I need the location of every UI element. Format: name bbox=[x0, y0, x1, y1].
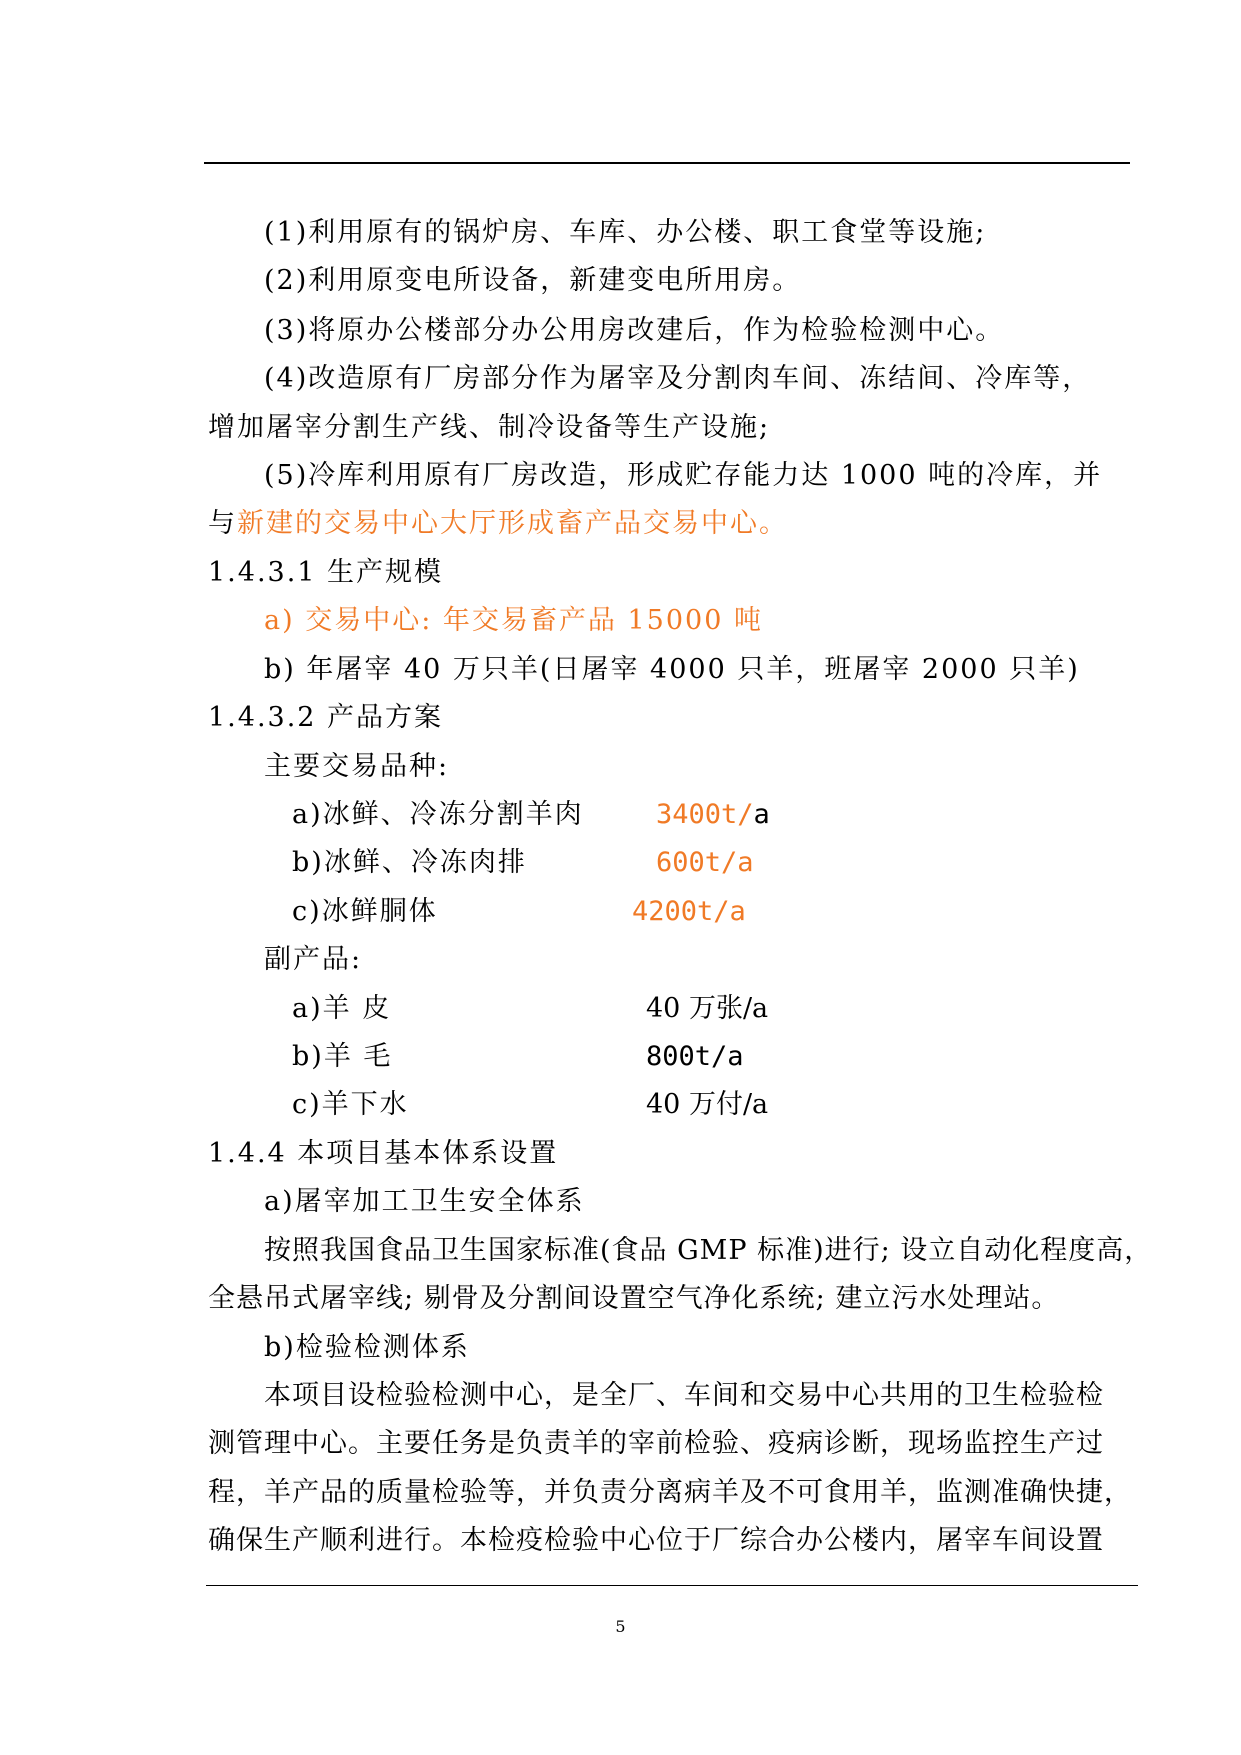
main-product-name: a)冰鲜、冷冻分割羊肉 bbox=[292, 799, 584, 830]
main-product-name: c)冰鲜胴体 bbox=[292, 896, 438, 927]
main-product-amount: 600t/a bbox=[656, 847, 754, 878]
by-product-name: b)羊 毛 bbox=[292, 1041, 393, 1072]
paragraph-1: (1)利用原有的锅炉房、车库、办公楼、职工食堂等设施; bbox=[264, 217, 987, 248]
system-a-title: a)屠宰加工卫生安全体系 bbox=[264, 1186, 585, 1217]
paragraph-5-line-2 bbox=[208, 507, 788, 541]
header-rule bbox=[204, 162, 1130, 164]
main-products-label: 主要交易品种: bbox=[264, 751, 450, 782]
by-product-amount: 800t/a bbox=[646, 1041, 744, 1072]
amount-unit: a bbox=[753, 799, 770, 830]
system-b-text-line-2: 测管理中心。主要任务是负责羊的宰前检验、疫病诊断，现场监控生产过 bbox=[208, 1428, 1104, 1459]
system-b-text-line-1: 本项目设检验检测中心，是全厂、车间和交易中心共用的卫生检验检 bbox=[264, 1380, 1104, 1411]
by-product-amount: 40 万张/a bbox=[646, 993, 769, 1024]
paragraph-4-line-2: 增加屠宰分割生产线、制冷设备等生产设施; bbox=[208, 412, 771, 443]
footer-rule bbox=[206, 1585, 1138, 1586]
scale-item-a: a) 交易中心: 年交易畜产品 15000 吨 bbox=[264, 605, 763, 636]
amount-value: 3400t/ bbox=[656, 799, 754, 830]
heading-1431: 1.4.3.1 生产规模 bbox=[208, 557, 444, 588]
main-product-amount bbox=[656, 798, 770, 832]
by-product-name: c)羊下水 bbox=[292, 1089, 409, 1120]
heading-144: 1.4.4 本项目基本体系设置 bbox=[208, 1138, 559, 1169]
main-product-name: b)冰鲜、冷冻肉排 bbox=[292, 847, 527, 878]
paragraph-5-highlight: 新建的交易中心大厅形成畜产品交易中心。 bbox=[237, 508, 788, 539]
heading-1432: 1.4.3.2 产品方案 bbox=[208, 702, 444, 733]
paragraph-5-plain-text: 与 bbox=[208, 508, 237, 539]
system-b-text-line-4: 确保生产顺利进行。本检疫检验中心位于厂综合办公楼内，屠宰车间设置 bbox=[208, 1525, 1104, 1556]
system-a-text-line-2: 全悬吊式屠宰线; 剔骨及分割间设置空气净化系统; 建立污水处理站。 bbox=[208, 1283, 1060, 1314]
system-b-text-line-3: 程，羊产品的质量检验等，并负责分离病羊及不可食用羊，监测准确快捷， bbox=[208, 1477, 1132, 1508]
page-number: 5 bbox=[615, 1617, 626, 1636]
main-product-amount: 4200t/a bbox=[632, 896, 746, 927]
by-product-name: a)羊 皮 bbox=[292, 993, 392, 1024]
by-products-label: 副产品: bbox=[264, 944, 363, 975]
paragraph-2: (2)利用原变电所设备，新建变电所用房。 bbox=[264, 265, 802, 296]
system-b-title: b)检验检测体系 bbox=[264, 1332, 470, 1363]
paragraph-5-line-1: (5)冷库利用原有厂房改造，形成贮存能力达 1000 吨的冷库，并 bbox=[264, 460, 1103, 491]
system-a-text-line-1: 按照我国食品卫生国家标准(食品 GMP 标准)进行; 设立自动化程度高， bbox=[264, 1235, 1153, 1266]
by-product-amount: 40 万付/a bbox=[646, 1089, 769, 1120]
scale-item-b: b) 年屠宰 40 万只羊(日屠宰 4000 只羊，班屠宰 2000 只羊) bbox=[264, 654, 1080, 685]
paragraph-4-line-1: (4)改造原有厂房部分作为屠宰及分割肉车间、冻结间、冷库等， bbox=[264, 363, 1092, 394]
paragraph-3: (3)将原办公楼部分办公用房改建后，作为检验检测中心。 bbox=[264, 315, 1005, 346]
